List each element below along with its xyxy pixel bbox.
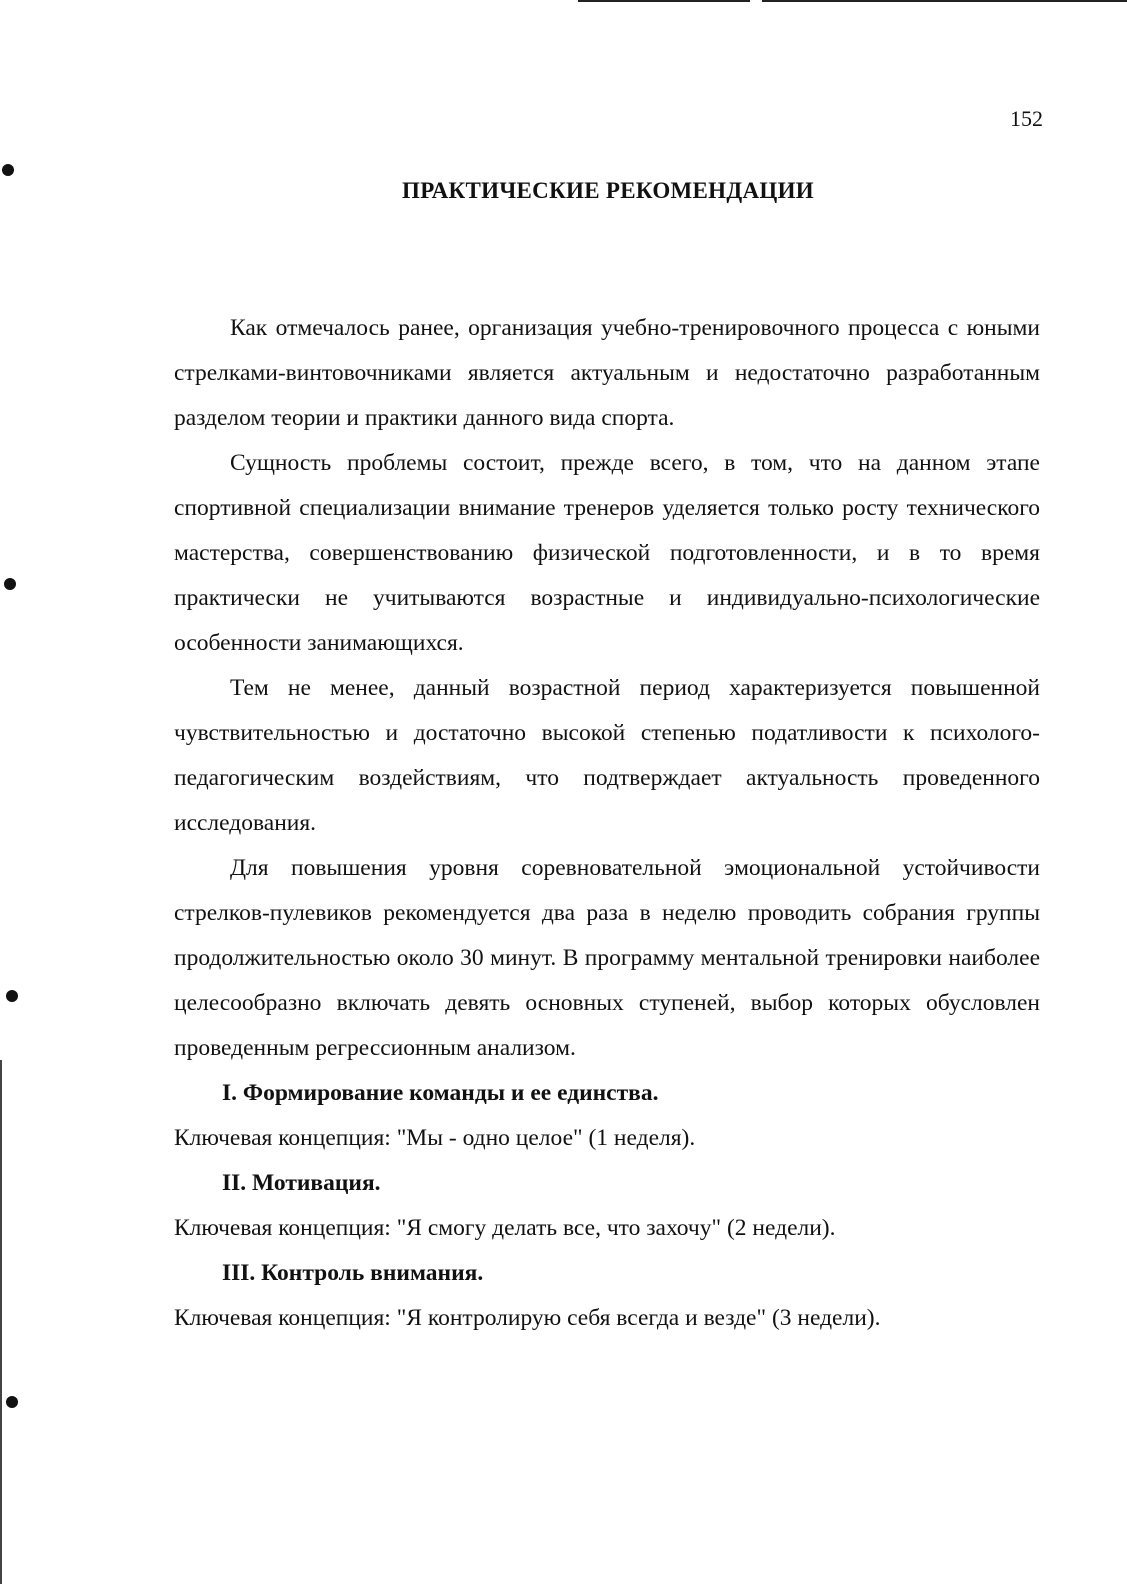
- punch-hole-mark: [2, 164, 14, 176]
- section-title: III. Контроль внимания.: [222, 1260, 484, 1286]
- scan-artifact-line: [0, 1060, 2, 1584]
- punch-hole-mark: [4, 578, 16, 590]
- scan-artifact-line: [578, 0, 750, 2]
- paragraph: Тем не менее, данный возрастной период характеризуется повышенной чувствительностью и достаточно высокой степенью податливости к психолого-педагогическим воздействиям, что подтверждает актуальность проведенного исследования.: [174, 675, 1040, 836]
- page-number: 152: [1010, 106, 1043, 131]
- section-title: II. Мотивация.: [222, 1170, 381, 1196]
- section-title: I. Формирование команды и ее единства.: [222, 1080, 659, 1106]
- paragraph: Как отмечалось ранее, организация учебно-тренировочного процесса с юными стрелками-винтовочниками является актуальным и недостаточно разработанным разделом теории и практики данного вида спорта.: [174, 315, 1040, 431]
- key-concept: Ключевая концепция: "Мы - одно целое" (1 неделя).: [174, 1125, 696, 1151]
- key-concept: Ключевая концепция: "Я смогу делать все, что захочу" (2 недели).: [174, 1215, 836, 1241]
- page-title: ПРАКТИЧЕСКИЕ РЕКОМЕНДАЦИИ: [402, 178, 814, 203]
- punch-hole-mark: [6, 1396, 18, 1408]
- document-body: [174, 306, 1040, 1341]
- punch-hole-mark: [6, 990, 18, 1002]
- key-concept: Ключевая концепция: "Я контролирую себя всегда и везде" (3 недели).: [174, 1305, 881, 1331]
- scan-artifact-line: [762, 0, 1127, 2]
- paragraph: Сущность проблемы состоит, прежде всего, в том, что на данном этапе спортивной специализации внимание тренеров уделяется только росту технического мастерства, совершенствованию физической подготовленности, и в то время практически не учитываются возрастные и индивидуально-психологические особенности занимающихся.: [174, 450, 1040, 656]
- paragraph: Для повышения уровня соревновательной эмоциональной устойчивости стрелков-пулевиков рекомендуется два раза в неделю проводить собрания группы продолжительностью около 30 минут. В программу ментальной тренировки наиболее целесообразно включать девять основных ступеней, выбор которых обусловлен проведенным регрессионным анализом.: [174, 855, 1040, 1061]
